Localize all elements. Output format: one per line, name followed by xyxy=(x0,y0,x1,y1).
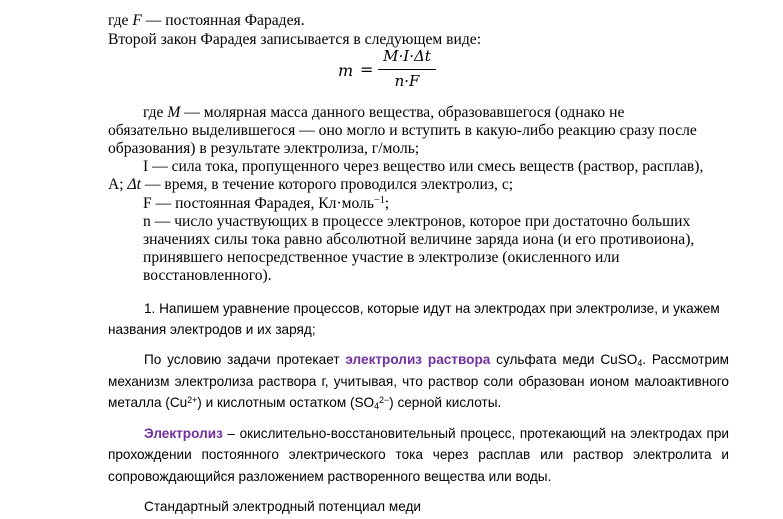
para-3-line-2: прохождении постоянного электрического тока через расплав или раствор электролита и xyxy=(108,447,729,462)
intro-line-2: Второй закон Фарадея записывается в следующем виде: xyxy=(108,31,482,48)
para-4-line-1: Стандартный электродный потенциал меди xyxy=(144,499,421,514)
definition-M-line-2: обязательно выделившегося — оно могло и вступить в какую-либо реакцию сразу после xyxy=(108,122,697,139)
definition-M-line-3: образования) в результате электролиза, г/моль; xyxy=(108,140,420,157)
highlight-electrolysis-term: Электролиз xyxy=(144,426,223,441)
definition-I-line-1: I — сила тока, пропущенного через вещество или смесь веществ (раствор, расплав), xyxy=(143,158,704,175)
para-2-line-1: По условию задачи протекает электролиз раствора сульфата меди CuSO$_4$. Рассмотрим xyxy=(144,352,730,369)
definition-n-line-3: принявшего непосредственное участие в электролизе (окисленного или xyxy=(143,249,620,266)
formula-fraction-bar xyxy=(378,69,436,70)
step-1-line-2: названия электродов и их заряд; xyxy=(108,322,316,337)
para-3-line-1: Электролиз – окислительно-восстановительный процесс, протекающий на электродах при xyxy=(144,426,729,441)
formula-denominator: n·F xyxy=(394,72,420,90)
step-1-line-1: 1. Напишем уравнение процессов, которые идут на электродах при электролизе, и укажем xyxy=(144,301,720,316)
formula-equals: = xyxy=(360,60,374,79)
formula-lhs: m xyxy=(338,61,354,80)
formula-numerator: M·I·Δt xyxy=(383,47,431,65)
definition-n-line-4: восстановленного). xyxy=(143,267,272,284)
para-3-line-3: сопровождающийся разложением растворенного вещества или воды. xyxy=(108,469,552,484)
definition-M-line-1: где M — молярная масса данного вещества, образовавшегося (однако не xyxy=(143,104,625,121)
definition-n-line-2: значениях силы тока равно абсолютной величине заряда иона (и его противоиона), xyxy=(143,231,695,248)
para-2-line-3: металла $(Cu^{2+})$ и кислотным остатком $(SO_4^{2-})$ серной кислоты. xyxy=(108,394,502,412)
definition-I-line-2: А; Δt — время, в течение которого проводился электролиз, с; xyxy=(108,176,514,193)
intro-line-1: где F — постоянная Фарадея. xyxy=(108,12,305,29)
definition-n-line-1: n — число участвующих в процессе электронов, которое при достаточно больших xyxy=(143,213,691,230)
highlight-electrolysis-solution: электролиз раствора xyxy=(345,352,491,367)
para-2-line-2: механизм электролиза раствора г, учитывая, что раствор соли образован ионом малоактивного xyxy=(108,374,729,389)
definition-F: F — постоянная Фарадея, Кл·моль$^{-1}$; xyxy=(143,194,390,212)
faraday-second-law-formula xyxy=(338,44,438,100)
